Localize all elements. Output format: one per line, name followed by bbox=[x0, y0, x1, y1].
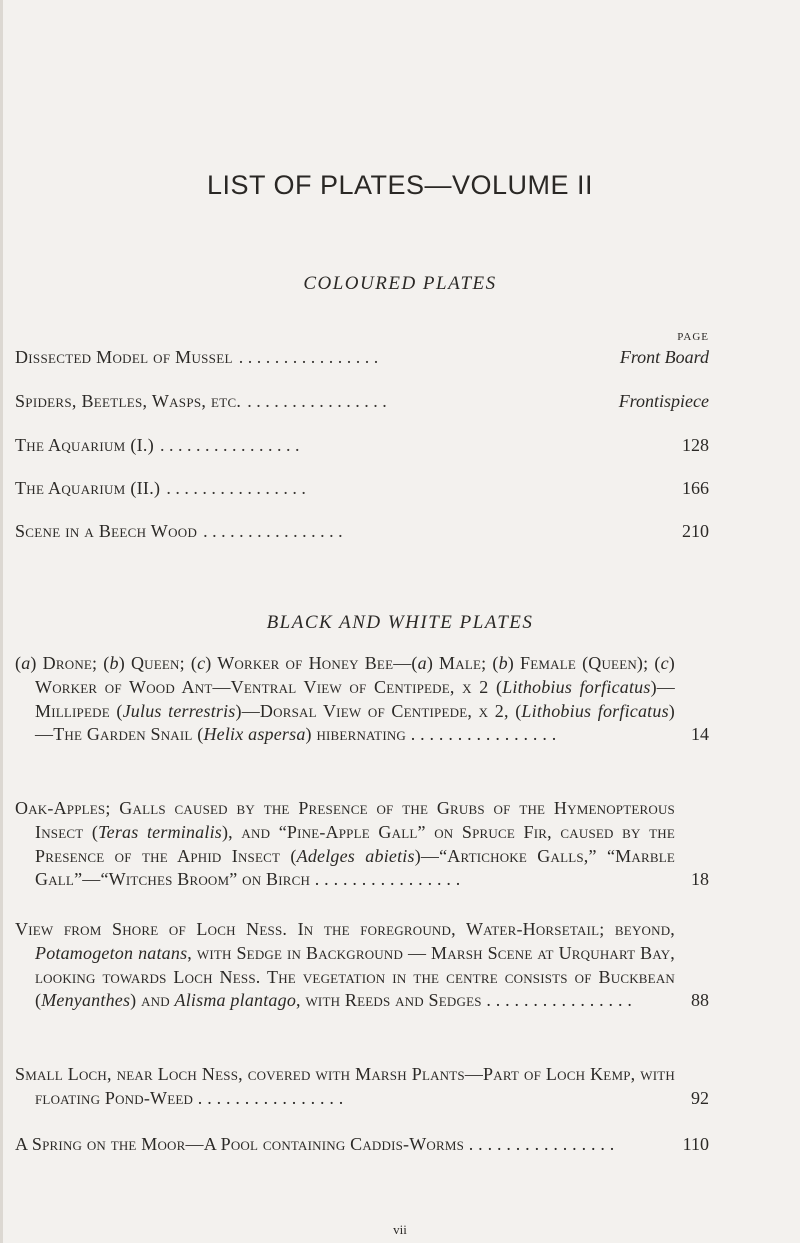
plate-title: The Aquarium (I.) bbox=[15, 435, 155, 455]
plate-description: (a) Drone; (b) Queen; (c) Worker of Honey Bee—(a) Male; (b) Female (Queen); (c) Worker of Wood Ant—Ventral View of Centipede, x 2 (Lithobius forficatus)—Millipede (Julus terrestris)—Dorsal View of Centipede, x 2, (Lithobius forficatus)—The Garden Snail (Helix aspersa) hibernating . bbox=[15, 652, 675, 747]
plate-description: View from Shore of Loch Ness. In the foreground, Water-Horsetail; beyond, Potamogeton natans, with Sedge in Background — Marsh Scene at Urquhart Bay, looking towards Loch Ness. The vegetation in the centre consists of Buckbean (Menyanthes) and Alisma plantago, with Reeds and Sedges . bbox=[15, 918, 675, 1013]
plate-description: Oak-Apples; Galls caused by the Presence of the Grubs of the Hymenopterous Insect (Teras terminalis), and “Pine-Apple Gall” on Spruce Fir, caused by the Presence of the Aphid Insect (Adelges abietis)—“Artichoke Galls,” “Marble Gall”—“Witches Broom” on Birch . bbox=[15, 797, 675, 892]
black-white-plates-heading: BLACK AND WHITE PLATES bbox=[266, 612, 534, 633]
plate-page: 88 bbox=[691, 990, 709, 1011]
plate-page: Frontispiece bbox=[618, 391, 709, 411]
list-item bbox=[15, 797, 709, 892]
page-column-label: PAGE bbox=[677, 331, 709, 343]
plate-page: 166 bbox=[682, 478, 709, 498]
plate-description: Small Loch, near Loch Ness, covered with Marsh Plants—Part of Loch Kemp, with floating Pond-Weed . bbox=[15, 1063, 675, 1111]
page-title: LIST OF PLATES—VOLUME II bbox=[206, 170, 594, 200]
list-item bbox=[15, 652, 709, 747]
dot-leader bbox=[160, 435, 676, 456]
plate-title: Spiders, Beetles, Wasps, etc. bbox=[15, 391, 242, 411]
list-item bbox=[15, 1133, 709, 1157]
list-item bbox=[15, 1063, 709, 1111]
plate-description: A Spring on the Moor—A Pool containing Caddis-Worms . bbox=[15, 1133, 675, 1157]
dot-leader bbox=[166, 478, 676, 499]
dot-leader bbox=[239, 347, 614, 368]
list-item bbox=[15, 435, 709, 461]
list-item bbox=[15, 478, 709, 504]
list-item bbox=[15, 347, 709, 373]
list-item bbox=[15, 521, 709, 547]
dot-leader bbox=[247, 391, 612, 412]
plate-title: Dissected Model of Mussel bbox=[15, 347, 233, 367]
plate-page: 110 bbox=[682, 1134, 709, 1154]
plate-page: 92 bbox=[691, 1087, 709, 1108]
coloured-plates-heading: COLOURED PLATES bbox=[303, 273, 497, 294]
dot-leader bbox=[203, 521, 676, 542]
list-item bbox=[15, 918, 709, 1013]
page-number: vii bbox=[393, 1222, 407, 1237]
plate-title: Scene in a Beech Wood bbox=[15, 521, 198, 541]
plate-page: 18 bbox=[691, 869, 709, 890]
plate-title: The Aquarium (II.) bbox=[15, 478, 161, 498]
list-item bbox=[15, 391, 709, 417]
plate-page: 14 bbox=[691, 724, 709, 745]
plate-page: 128 bbox=[682, 435, 709, 455]
plate-page: Front Board bbox=[619, 347, 709, 367]
plate-page: 210 bbox=[682, 521, 709, 541]
